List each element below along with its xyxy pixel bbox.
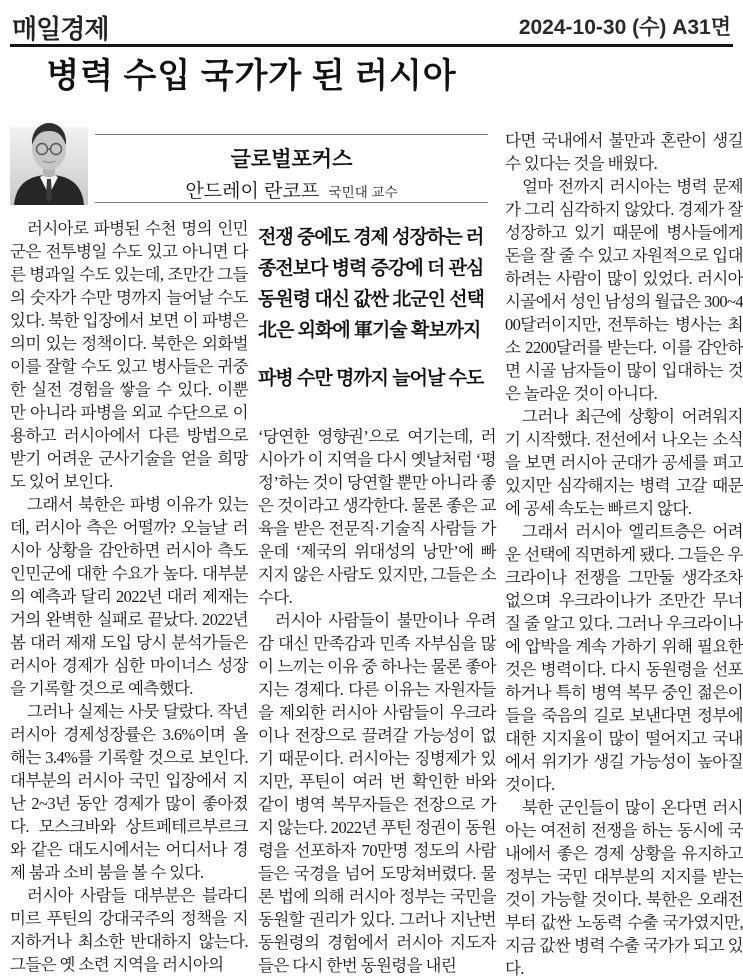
callout-block xyxy=(258,217,496,346)
subheadline: 파병 수만 명까지 늘어날 수도 xyxy=(258,368,484,389)
body-column-1 xyxy=(10,217,248,974)
paragraph: 러시아로 파병된 수천 명의 인민군은 전투병일 수도 있고 아니면 다른 병과일 수도 있는데, 조만간 그들의 숫자가 수만 명까지 늘어날 수도 있다. 북한 입장에서 보면 이 파병은 의미 있는 정책이다. 북한은 외화벌이를 잘할 수도 있고 병사들은 귀중한 실전 경험을 쌓을 수 있다. 이뿐만 아니라 파병을 외교 수단으로 이용하고 러시아에서 다른 방법으로 받기 어려운 군사기술을 얻을 희망도 있어 보인다. xyxy=(10,219,248,491)
callout-line: 전쟁 중에도 경제 성장하는 러 xyxy=(258,227,484,248)
paragraph: 러시아 사람들이 불만이나 우려감 대신 만족감과 민족 자부심을 많이 느끼는 이유 중 하나는 물론 좋아지는 경제다. 다른 이유는 자원자들을 제외한 러시아 사람들이 우크라이나 전장으로 끌려갈 가능성이 없기 때문이다. 러시아는 징병제가 있지만, 푸틴이 여러 번 확인한 바와 같이 병역 복무자들은 전장으로 가지 않는다. 2022년 푸틴 정권이 동원령을 선포하자 70만명 정도의 사람들은 국경을 넘어 도망쳐버렸다. 물론 법에 의해 러시아 정부는 국민을 동원할 권리가 있다. 그러나 지난번 동원령의 경험에서 러시아 지도자들은 다시 한번 동원령을 내린 xyxy=(258,611,496,975)
callout-line: 동원령 대신 값싼 北군인 선택 xyxy=(258,289,485,310)
paragraph: 그러나 실제는 사뭇 달랐다. 작년 러시아 경제성장률은 3.6%이며 올해는 3.4%를 기록할 것으로 보인다. 대부분의 러시아 국민 입장에서 지난 2~3년 동안 경제가 많이 좋아졌다. 모스크바와 상트페테르부르크와 같은 대도시에서는 어디서나 경제 붐과 소비 붐을 볼 수 있다. xyxy=(10,702,248,882)
callout-line: 北은 외화에 軍기술 확보까지 xyxy=(258,320,481,341)
paragraph: 그래서 북한은 파병 이유가 있는데, 러시아 측은 어떨까? 오늘날 러시아 상황을 감안하면 러시아 측도 인민군에 대한 수요가 높다. 대부분의 예측과 달리 2022년 대러 제재는 거의 완벽한 실패로 끝났다. 2022년 봄 대러 제재 도입 당시 분석가들은 러시아 경제가 심한 마이너스 성장을 기록할 것으로 예측했다. xyxy=(10,495,248,698)
masthead-logo: 매일경제 xyxy=(12,14,109,44)
body-column-2 xyxy=(258,217,496,975)
paragraph: 러시아 사람들 대부분은 블라디미르 푸틴의 강대국주의 정책을 지지하거나 최소한 반대하지 않는다. 그들은 옛 소련 지역을 러시아의 xyxy=(10,886,248,974)
paragraph: 북한 군인들이 많이 온다면 러시아는 여전히 전쟁을 하는 동시에 국내에서 좋은 경제 상황을 유지하고 정부는 국민 대부분의 지지를 받는 것이 가능할 것이다. 북한은 오래전부터 값싼 노동력 수출 국가였지만, 지금 값싼 병력 수출 국가가 되고 있다. xyxy=(505,798,743,977)
paragraph: 다면 국내에서 불만과 혼란이 생길 수 있다는 것을 배웠다. xyxy=(505,131,743,173)
header-rule xyxy=(10,44,733,47)
portrait-image xyxy=(10,117,88,205)
author-photo xyxy=(10,117,88,205)
paragraph: 그래서 러시아 엘리트층은 어려운 선택에 직면하게 됐다. 그들은 우크라이나 전쟁을 그만둘 생각조차 없으며 우크라이나가 조만간 무너질 줄 알고 있다. 그러나 우크라이나에 압박을 계속 가하기 위해 필요한 것은 병력이다. 다시 동원령을 선포하거나 특히 병역 복무 중인 젊은이들을 죽음의 길로 보낸다면 정부에 대한 지지율이 많이 떨어지고 국내에서 위기가 생길 가능성이 높아질 것이다. xyxy=(505,522,743,794)
author-line xyxy=(95,176,488,203)
article-title: 병력 수입 국가가 된 러시아 xyxy=(46,58,457,95)
column-section-name: 글로벌포커스 xyxy=(230,148,353,171)
body-column-3 xyxy=(505,129,743,977)
paragraph: ‘당연한 영향권’으로 여기는데, 러시아가 이 지역을 다시 옛날처럼 ‘평정’하는 것이 당연할 뿐만 아니라 좋은 것이라고 생각한다. 물론 좋은 교육을 받은 전문직·기술직 사람들 가운데 ‘제국의 위대성의 낭만’에 빠지지 않은 사람도 있지만, 그들은 소수다. xyxy=(258,427,496,607)
author-block xyxy=(95,134,488,203)
author-job-title: 국민대 교수 xyxy=(328,185,398,200)
masthead-date: 2024-10-30 (수) A31면 xyxy=(518,16,731,39)
paragraph: 그러나 최근에 상황이 어려워지기 시작했다. 전선에서 나오는 소식을 보면 러시아 군대가 공세를 펴고 있지만 심각해지는 병력 고갈 때문에 공세 속도는 빠르지 않다. xyxy=(505,407,743,518)
callout-line: 종전보다 병력 증강에 더 관심 xyxy=(258,258,484,279)
paragraph: 얼마 전까지 러시아는 병력 문제가 그리 심각하지 않았다. 경제가 잘 성장하고 있기 때문에 병사들에게 돈을 잘 줄 수 있고 자원적으로 입대하려는 사람이 많이 있었다. 러시아 시골에서 성인 남성의 월급은 300~400달러이지만, 전투하는 병사는 최소 2200달러를 받는다. 이를 감안하면 시골 남자들이 많이 입대하는 것은 놀라운 것이 아니다. xyxy=(505,177,743,403)
column-2-body xyxy=(258,425,496,977)
author-name: 안드레이 란코프 xyxy=(185,181,320,202)
